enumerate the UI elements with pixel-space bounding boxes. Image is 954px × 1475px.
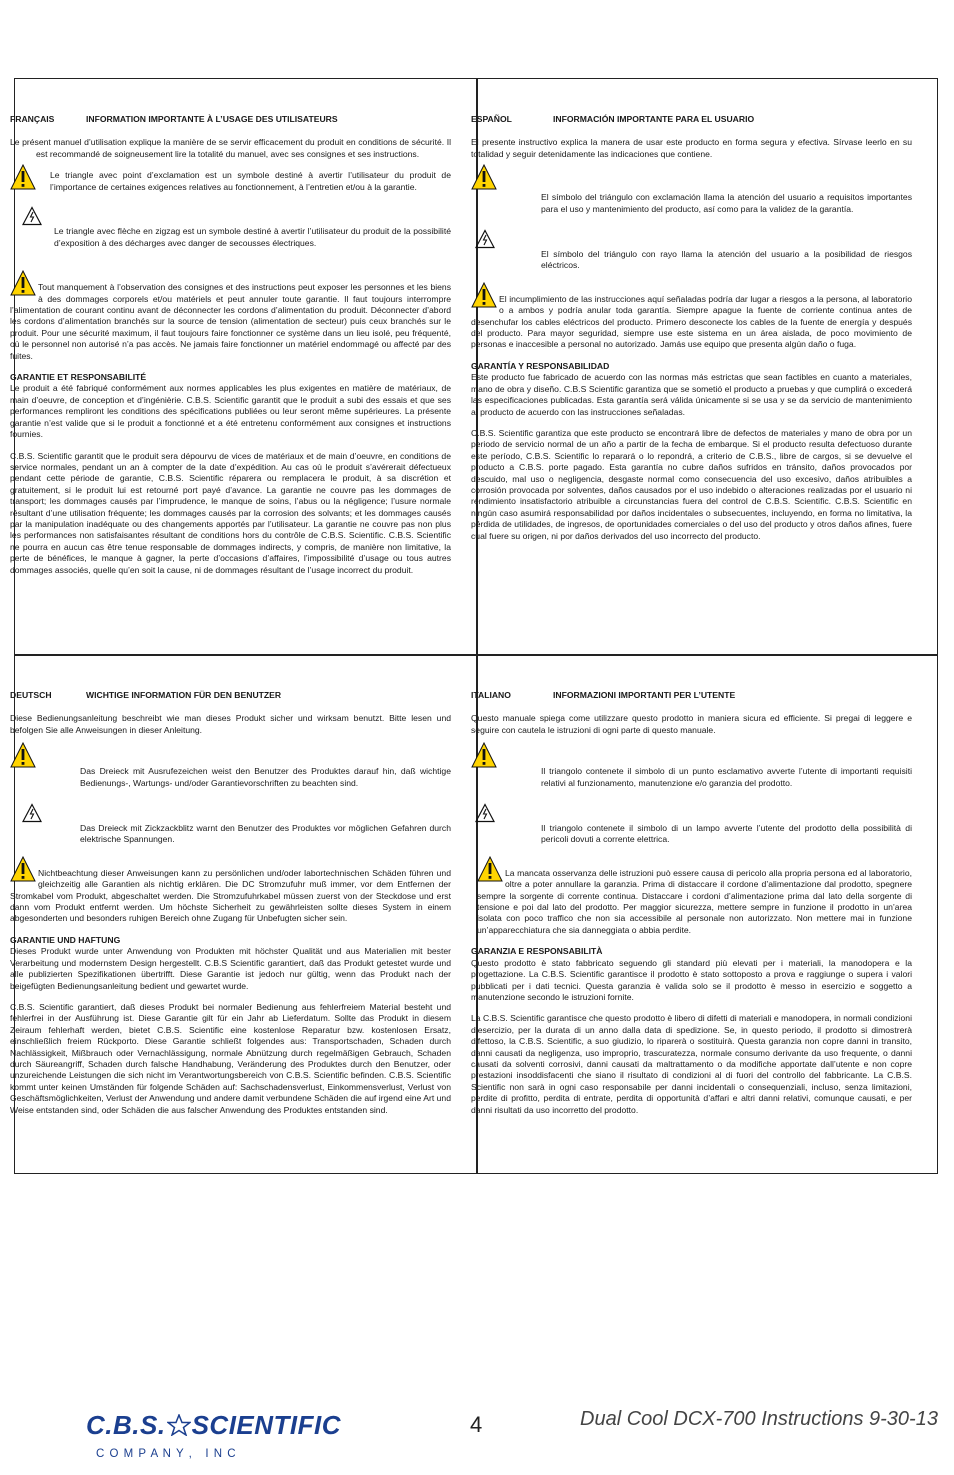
electric-shock-icon [22, 803, 42, 823]
warranty-title: GARANZIA E RESPONSABILITÀ [471, 946, 603, 957]
warranty-paragraph-1: Le produit a été fabriqué conformément aux normes applicables les plus exigentes en matière de matériaux, de main d’oeuvre, de conception et d’ingénièrie. C.B.S. Scientific garantit que le produit a subi des essais et que ses performances rempliront les conditions des spécifications publiées ou leur seront même supérieures. La présente garantie n’est valide que si le produit a fonctionné et a été entretenu conformément aux consignes et instructions fournies. [10, 383, 451, 440]
logo-text-right: SCIENTIFIC [191, 1410, 342, 1440]
electric-shock-icon [475, 803, 495, 823]
section-heading [10, 114, 451, 125]
page-number: 4 [470, 1412, 483, 1437]
warning-triangle-icon [471, 282, 497, 308]
warning-symbol-row [471, 746, 912, 789]
warranty-paragraph-1: Questo prodotto è stato fabbricato seguendo gli standard più elevati per i materiali, la manodopera e la progettazione. La C.B.S. Scientific garantisce il prodotto è stato sottoposto a prova e raggiunge o supera i valori pubblicati per i dati tecnici. Questa garanzia è valida solo se il prodotto è messo in esercizio e soggetto a manutenzione secondo le istruzioni fornite. [471, 957, 912, 1002]
caution-text: La mancata osservanza delle istruzioni può essere causa di pericolo alla propria persona ed al laboratorio, oltre a poter annullare la garanzia. Prima di distaccare il cordone d’alimentazione dal prodotto, spegnere sempre la sorgente di corrente continua. Distaccare i cordoni d’alimentazione prima dal lato della sorgente di tensione e poi dal lato del prodotto. Per maggior sicurezza, mettere sempre in funzione il prodotto in un’area isolata con poco traffico che non sia accessibile al personale non autorizzato. Non mettere mai in funzione un’apparecchiatura che sia danneggiata o abbia perdite. [477, 867, 912, 935]
star-icon [167, 1414, 191, 1436]
intro-text: Questo manuale spiega come utilizzare questo prodotto in maniera sicura ed efficiente. Si pregai di leggere e seguire con cautela le istruzioni di ogni parte di questo manuale. [471, 713, 912, 735]
warning-symbol-row [471, 170, 912, 215]
warning-triangle-icon [471, 742, 497, 768]
electric-shock-icon [22, 206, 42, 226]
caution-paragraph [471, 294, 912, 351]
warranty-paragraph-1: Dieses Produkt wurde unter Anwendung von Produkten mit höchster Qualität und aus Materialien mit bester Verarbeitung und modernstem Design hergestellt. C.B.S Scientific garantiert, daß das Produkt getestet wurde und alle publizierten Spezifikationen übertrifft. Diese Garantie ist jedoch nur gültig, wenn das Produkt nach der beigefügten Bedienungsanleitung bedient und gewartet wurde. [10, 946, 451, 991]
warning-triangle-icon [471, 164, 497, 190]
warning-triangle-icon [10, 742, 36, 768]
caution-text: El incumplimiento de las instrucciones aquí señaladas podría dar lugar a riesgos a la persona, al laboratorio o a ambos y podría anular toda garantía. Siempre apague la fuente de corriente continua antes de desenchufar los cables eléctricos del producto. Primero desconecte los cables de la fuente de energía y después del producto. Para mayor seguridad, siempre use este sistema en un área aislada, de poco movimiento de personas e inaccesible a personal no autorizado. Jamás use equipo que presenta algún daño o fuga. [471, 293, 912, 350]
company-logo [86, 1410, 342, 1466]
warranty-paragraph-2: C.B.S. Scientific garantit que le produit sera dépourvu de vices de matériaux et de main d’oeuvre, en conditions de service normales, pendant un an à compter de la date d’expédition. Au cas où le produit s’avérerait défectueux pendant cette période de garantie, C.B.S. Scientific réparera ou remplacera le produit, à sa discrétion et gratuitement, si le produit lui est retourné port payé d’avance. La garantie ne couvre pas les dommages de transport; les dommages causés par l’imprudence, le manque de soins, l’abus ou la négligence; l’usure normale résultant d’une utilisation fréquente; les dommages causés par la corrosion des solvants; et les dommages causés par la manipulation inadéquate ou des changements apportés par l’utilisateur. La garantie ne couvre pas non plus les performances non satisfaisantes résultant de conditions hors du contrôle de C.B.S. Scientific. C.B.S. Scientific ne pourra en aucun cas être tenue responsable de dommages indirects, y compris, de manière non limitative, la perte de bénéfices, le manque à gagner, la perte d’occasions d’affaires, l’impossibilité d’usage ou tous autres dommages associés, quelle qu’en soit la cause, ni de dommages résultant de l’usage incorrect du produit. [10, 450, 451, 575]
shock-symbol-text: El símbolo del triángulo con rayo llama la atención del usuario a la posibilidad de riesgos eléctricos. [541, 249, 912, 271]
warning-symbol-row [10, 746, 451, 789]
section-title: WICHTIGE INFORMATION FÜR DEN BENUTZER [86, 690, 282, 700]
warning-symbol-text: El símbolo del triángulo con exclamación llama la atención del usuario a requisitos importantes para el uso y mantenimiento del producto, así como para la validez de la garantía. [541, 192, 912, 214]
warning-symbol-text: Le triangle avec point d’exclamation est un symbole destiné à avertir l’utilisateur du produit de l’importance de certaines exigences relatives au fonctionnement, à l’entretien et/ou à la garantie. [50, 170, 451, 192]
language-label: ITALIANO [471, 690, 511, 700]
shock-symbol-row [10, 805, 451, 846]
intro-text: El presente instructivo explica la manera de usar este producto en forma segura y efectiva. Sírvase leerlo en su totalidad y seguir detenidamente las indicaciones que contiene. [471, 137, 912, 159]
warranty-paragraph-1: Este producto fue fabricado de acuerdo con las normas más estrictas que sean factibles en cuanto a materiales, mano de obra y diseño. C.B.S Scientific garantiza que se sometió el producto a pruebas y que cumplirá o excederá las especificaciones publicadas. Esta garantía será válida únicamente si se usa y se da servicio de mantenimiento al producto de acuerdo con las instrucciones señaladas. [471, 372, 912, 417]
warranty-paragraph-2: C.B.S. Scientific garantiza que este producto se encontrará libre de defectos de materiales y mano de obra por un periodo de servicio normal de un año a partir de la fecha de embarque. Si el producto resulta defectuoso durante este período, C.B.S. Scientific lo reparará o lo repondrá, a criterio de C.B.S., libre de cargos, si se devuelve el producto a C.B.S. porte pagado. Esta garantía no cubre daños sufridos en tránsito, daños provocados por descuido, mal uso o negligencia, desgaste normal como consecuencia del uso excesivo, daños atribuibles a corrosión provocada por solventes, daños causados por el uso indebido o alteraciones realizadas por el usuario ni rendimiento insatisfactorio atribuible a circunstancias fuera del control de C.B.S. Scientific. C.B.S. Scientific en ningún caso asumirá responsabilidad por daños incidentales o subsecuentes, incluyendo, en forma no limitativa, la pérdida de utilidades, de ingresos, de oportunidades comerciales o del uso del producto y otros daños afines, fuere cual fuere su origen, ni por daños derivados del uso incorrecto del producto. [471, 427, 912, 541]
warning-triangle-icon [477, 856, 503, 882]
warranty-title: GARANTÍA Y RESPONSABILIDAD [471, 360, 610, 371]
shock-symbol-text: Das Dreieck mit Zickzackblitz warnt den Benutzer des Produktes vor möglichen Gefahren durch elektrische Spannungen. [80, 823, 451, 845]
warranty-paragraph-2: C.B.S. Scientific garantiert, daß dieses Produkt bei normaler Bedienung aus fehlerfreiem Material besteht und fehlerfrei in der Ausführung ist. Diese Garantie gilt für ein Jahr ab Lieferdatum. Sollte das Produkt in diesem Zeiraum fehlerhaft werden, bietet C.B.S. Scientific eine kostenlose Reparatur bzw. kostenlosen Ersatz, einschließlich freiem Rückporto. Diese Garantie schließt folgendes aus: Transportschaden, Schaden durch Nachlässigkeit, Mißbrauch oder Vernachlässigung, normale Abnützung durch regelmäßigen Gebrauch, Schaden durch Säureangriff, Schaden durch falsche Handhabung, Veränderung des Produktes durch den Benutzer, oder unzureichende Leistungen die sich nicht im Verantwortungsbereich von C.B.S. Scientific befinden. C.B.S. Scientific kommt unter keinen Umständen für folgende Schäden auf: Sachschadensverlust, Einkommensverlust, Verlust von Geschäftsmöglichkeiten, Verlust der Anwendung und andere damit verbundene Schäden die auf irgend eine Art und Weise entstanden sind, oder Schäden die aus falscher Anwendung des Produktes entstanden sind. [10, 1001, 451, 1115]
intro-text: Le présent manuel d’utilisation explique la manière de se servir efficacement du produit en conditions de sécurité. Il est recommandé de soigneusement lire la totalité du manuel, avec ses consignes et ses instructions. [10, 137, 451, 159]
logo-subtitle: C O M P A N Y , I N C [96, 1448, 237, 1460]
logo-text-left: C.B.S. [86, 1410, 166, 1440]
warranty-paragraph-2: La C.B.S. Scientific garantisce che questo prodotto è libero di difetti di materiali e manodopera, in normali condizioni d’esercizio, per la durata di un anno dalla data di spedizione. Se, in questo periodo, il prodotto si dimostrerà difettoso, la C.B.S. Scientific, a suo giudizio, lo riparerà o sostituirà. Questa garanzia non copre danni in transito, danni causati da negligenza, uso improprio, trascuratezza, normale consumo derivante da uso frequente, o danni causati da solventi corrosivi, danni causati da maltrattamento o da modifiche apportate dall’utente e non copre prestazioni insoddisfacenti che siano il risultato di condizioni al di fuori del controllo del fabbricante. La C.B.S. Scientific non sarà in ogni caso responsabile per danni incidentali o consequenziali, incluso, senza limitazioni, perdite di profitto, perdita di entrate, perdita di opportunità d’affari e altri danni relativi, comunque causati, e per danni risultati da uso incorretto del prodotto. [471, 1013, 912, 1115]
section-title: INFORMATION IMPORTANTE À L’USAGE DES UTILISATEURS [86, 114, 338, 124]
warranty-title: GARANTIE ET RESPONSABILITÉ [10, 372, 147, 383]
section-german [10, 690, 451, 1126]
intro-text: Diese Bedienungsanleitung beschreibt wie man dieses Produkt sicher und wirksam benutzt. Bitte lesen und befolgen Sie alle Anweisungen in dieser Anleitung. [10, 713, 451, 735]
warning-triangle-icon [10, 856, 36, 882]
section-italian [471, 690, 912, 1126]
warning-triangle-icon [10, 270, 36, 296]
language-label: FRANÇAIS [10, 114, 55, 124]
warning-symbol-text: Das Dreieck mit Ausrufezeichen weist den Benutzer des Produktes darauf hin, daß wichtige Bedienungs-, Wartungs- und/oder Garantievorschriften zu beachten sind. [80, 766, 451, 788]
row-divider [15, 654, 937, 656]
shock-symbol-row [471, 805, 912, 846]
caution-paragraph [10, 868, 451, 925]
document-title: Dual Cool DCX-700 Instructions 9-30-13 [580, 1408, 938, 1430]
shock-symbol-text: Le triangle avec flèche en zigzag est un symbole destiné à avertir l’utilisateur du produit de la possibilité d’exposition à des décharges avec danger de secousses électriques. [54, 226, 451, 248]
caution-text: Nichtbeachtung dieser Anweisungen kann zu persönlichen und/oder labortechnischen Schäden führen und gleichzeitig alle Garantien als nichtig erklären. Die DC Stromzufuhr muß immer, vor dem Entfernen der Stromkabel vom Produkt, abgeschaltet werden. Die Stromzufuhrkabel müssen zuerst von der Steckdose und erst dann vom Produkt entfernt werden. Um höchste Sicherheit zu gewährleisten sollte dieses System in einem abgesonderten und besonders ruhigen Bereich ohne Zugang für Unbefugten sicher sein. [10, 867, 451, 924]
section-heading [10, 690, 451, 701]
section-french [10, 114, 451, 586]
caution-paragraph [471, 868, 912, 936]
caution-text: Tout manquement à l’observation des consignes et des instructions peut exposer les personnes et les biens à des dommages corporels et/ou matériels et peut annuler toute garantie. Il faut toujours interrompre l’alimentation de courant continu avant de déconnecter les cordons d’alimentation du produit. Déconnecter d’abord les cordons d’alimentation branchés sur la source de tension (alimentation de secteur) puis ceux branchés sur le produit. Pour une sécurité maximum, il faut toujours faire fonctionner ce système dans un lieu isolé, peu fréquenté, où le personnel non autorisé n’a pas accès. Ne jamais faire fonctionner un matériel endommagé ou affecté par des fuites. [10, 282, 451, 361]
shock-symbol-row [10, 220, 451, 256]
shock-symbol-text: Il triangolo contenete il simbolo di un lampo avverte l’utente del prodotto della possibilità di pericoli dovuti a corrente elettrica. [541, 823, 912, 845]
language-label: ESPAÑOL [471, 114, 512, 124]
warning-triangle-icon [10, 164, 36, 190]
language-label: DEUTSCH [10, 690, 52, 700]
electric-shock-icon [475, 229, 495, 249]
section-spanish [471, 114, 912, 552]
caution-paragraph [10, 282, 451, 362]
section-heading [471, 114, 912, 125]
section-title: INFORMAZIONI IMPORTANTI PER L’UTENTE [553, 690, 736, 700]
section-heading [471, 690, 912, 701]
warranty-title: GARANTIE UND HAFTUNG [10, 934, 121, 945]
warning-symbol-row [10, 170, 451, 204]
warning-symbol-text: Il triangolo contenete il simbolo di un punto esclamativo avverte l’utente di importanti requisiti relativi al funzionamento, manutenzione e/o garanzia del prodotto. [541, 766, 912, 788]
section-title: INFORMACIÓN IMPORTANTE PARA EL USUARIO [553, 114, 755, 124]
shock-symbol-row [471, 231, 912, 272]
